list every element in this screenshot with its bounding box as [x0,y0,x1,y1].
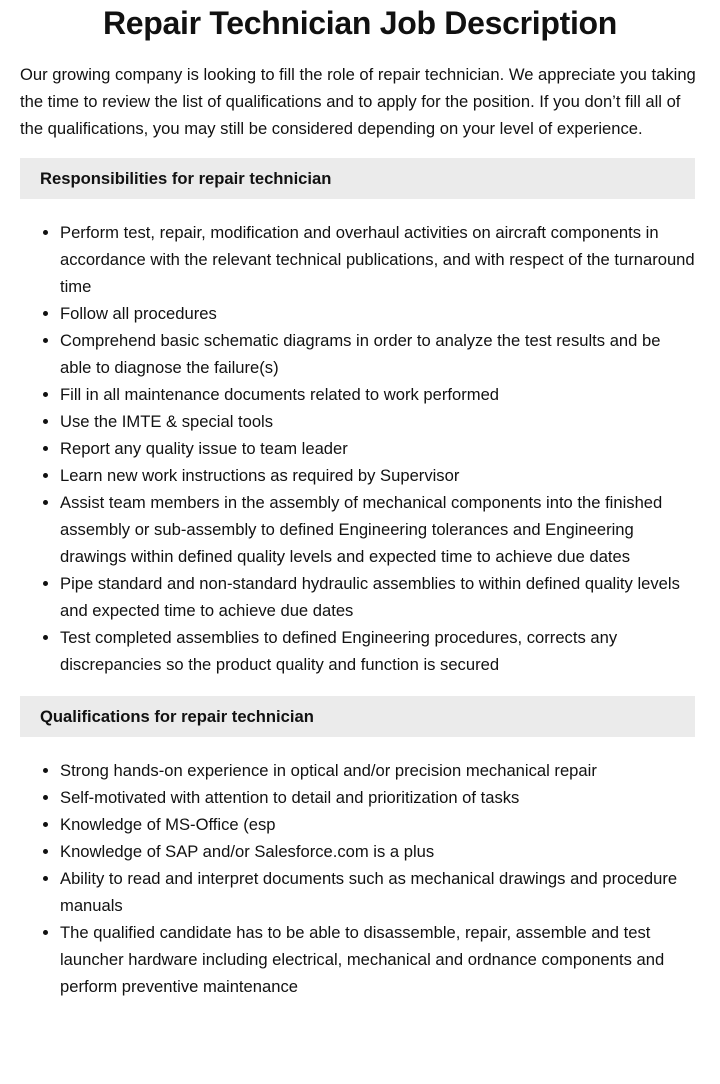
list-item: • Self-motivated with attention to detail and prioritization of tasks [60,784,695,811]
list-item: • Knowledge of MS-Office (esp [60,811,695,838]
list-item: • Knowledge of SAP and/or Salesforce.com is a plus [60,838,695,865]
list-item: • Comprehend basic schematic diagrams in order to analyze the test results and be able to diagnose the failure(s) [60,327,695,381]
list-item: • Assist team members in the assembly of mechanical components into the finished assembly or sub-assembly to defined Engineering tolerances and Engineering drawings within defined quality levels and expected time to achieve due dates [60,489,695,570]
responsibilities-heading: Responsibilities for repair technician [20,158,695,199]
list-item: • Follow all procedures [60,300,695,327]
intro-paragraph: Our growing company is looking to fill the role of repair technician. We appreciate you taking the time to review the list of qualifications and to apply for the position. If you don’t fill all of the qualifications, you may still be considered depending on your level of experience. [20,65,696,138]
list-item: • Use the IMTE & special tools [60,408,695,435]
list-item: • Pipe standard and non-standard hydraulic assemblies to within defined quality levels and expected time to achieve due dates [60,570,695,624]
list-item: • Test completed assemblies to defined Engineering procedures, corrects any discrepancies so the product quality and function is secured [60,624,695,678]
list-item: • Report any quality issue to team leader [60,435,695,462]
list-item: • Ability to read and interpret documents such as mechanical drawings and procedure manuals [60,865,695,919]
list-item: • Fill in all maintenance documents related to work performed [60,381,695,408]
qualifications-list [20,757,695,1000]
list-item: • Learn new work instructions as required by Supervisor [60,462,695,489]
list-item: • Perform test, repair, modification and overhaul activities on aircraft components in accordance with the relevant technical publications, and with respect of the turnaround time [60,219,695,300]
list-item: • The qualified candidate has to be able to disassemble, repair, assemble and test launcher hardware including electrical, mechanical and ordnance components and perform preventive maintenance [60,919,695,1000]
list-item: • Strong hands-on experience in optical and/or precision mechanical repair [60,757,695,784]
qualifications-heading: Qualifications for repair technician [20,696,695,737]
page-title: Repair Technician Job Description [102,5,618,41]
responsibilities-list [20,219,695,678]
